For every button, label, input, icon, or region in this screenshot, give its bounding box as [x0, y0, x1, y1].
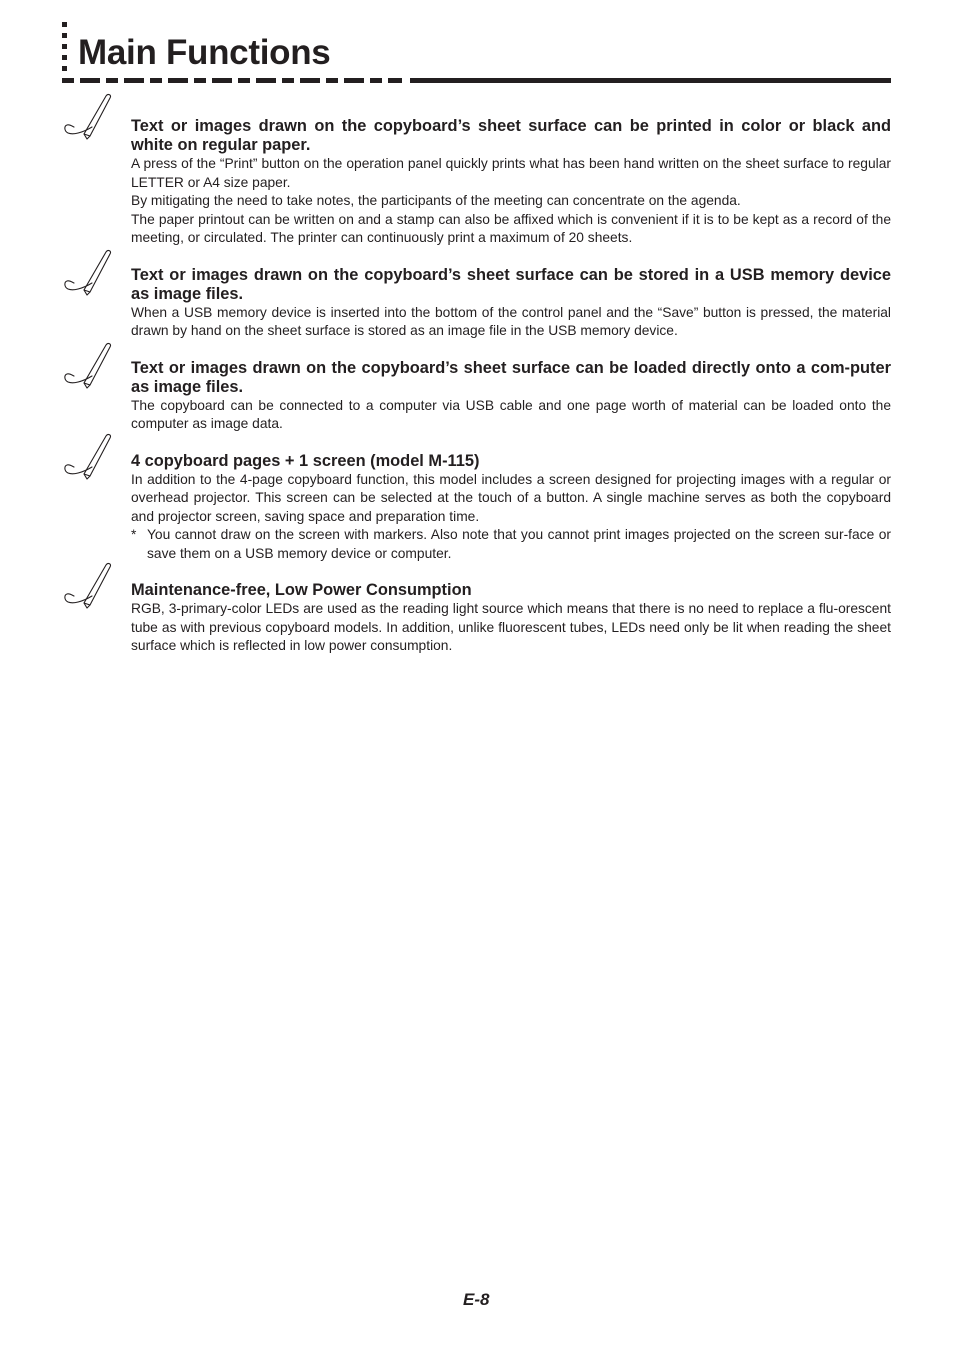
pen-icon — [62, 92, 114, 142]
dashed-rule — [62, 78, 402, 83]
feature-section-screen — [0, 434, 954, 564]
feature-section-print — [0, 90, 954, 248]
section-paragraph: A press of the “Print” button on the operation panel quickly prints what has been hand written on the sheet surface to regular LETTER or A4 size paper. — [131, 156, 891, 190]
section-note — [131, 526, 891, 563]
section-text — [131, 117, 891, 248]
section-paragraph: By mitigating the need to take notes, the participants of the meeting can concentrate on the agenda. — [131, 193, 741, 208]
section-heading: 4 copyboard pages + 1 screen (model M-115) — [131, 451, 480, 470]
main-content — [0, 90, 954, 656]
feature-section-computer-load — [0, 341, 954, 434]
feature-section-usb-store — [0, 248, 954, 341]
pen-icon — [62, 432, 114, 482]
page-header — [0, 0, 954, 90]
solid-rule — [410, 78, 891, 83]
page-number: E-8 — [463, 1290, 490, 1309]
section-heading: Text or images drawn on the copyboard’s sheet surface can be stored in a USB memory device as image files. — [131, 265, 891, 303]
section-paragraph: The copyboard can be connected to a computer via USB cable and one page worth of material can be loaded onto the computer as image data. — [131, 397, 891, 431]
pen-icon — [62, 341, 114, 391]
feature-section-maintenance — [0, 563, 954, 656]
section-heading: Text or images drawn on the copyboard’s sheet surface can be printed in color or black and white on regular paper. — [131, 117, 891, 154]
section-paragraph: When a USB memory device is inserted into the bottom of the control panel and the “Save” button is pressed, the material drawn by hand on the sheet surface is stored as an image file in the USB memory device. — [131, 304, 891, 338]
section-paragraph: The paper printout can be written on and a stamp can also be affixed which is convenient if it is to be kept as a record of the meeting, or circulated. The printer can continuously print a maximum of 20 sheets. — [131, 211, 891, 245]
section-text — [131, 581, 891, 656]
page-title: Main Functions — [78, 33, 331, 72]
section-heading: Maintenance-free, Low Power Consumption — [131, 581, 472, 599]
section-text — [131, 266, 891, 341]
dotted-vertical-rule — [62, 22, 67, 74]
note-asterisk: * — [131, 527, 137, 542]
section-heading: Text or images drawn on the copyboard’s sheet surface can be loaded directly onto a com-puter as image files. — [131, 358, 891, 396]
section-paragraph: In addition to the 4-page copyboard function, this model includes a screen designed for projecting images with a regular or overhead projector. This screen can be selected at the touch of a button. A single machine serves as both the copyboard and projector screen, saving space and preparation time. — [131, 471, 891, 524]
pen-icon — [62, 561, 114, 611]
section-text — [131, 452, 891, 564]
section-paragraph: RGB, 3-primary-color LEDs are used as the reading light source which means that there is no need to replace a flu-orescent tube as with previous copyboard models. In addition, unlike fluorescent tubes, LEDs need only be lit when reading the sheet surface which is reflected in low power consumption. — [131, 601, 891, 653]
section-text — [131, 359, 891, 434]
note-text: You cannot draw on the screen with markers. Also note that you cannot print images projected on the screen sur-face or save them on a USB memory device or computer. — [147, 527, 891, 561]
pen-icon — [62, 248, 114, 298]
